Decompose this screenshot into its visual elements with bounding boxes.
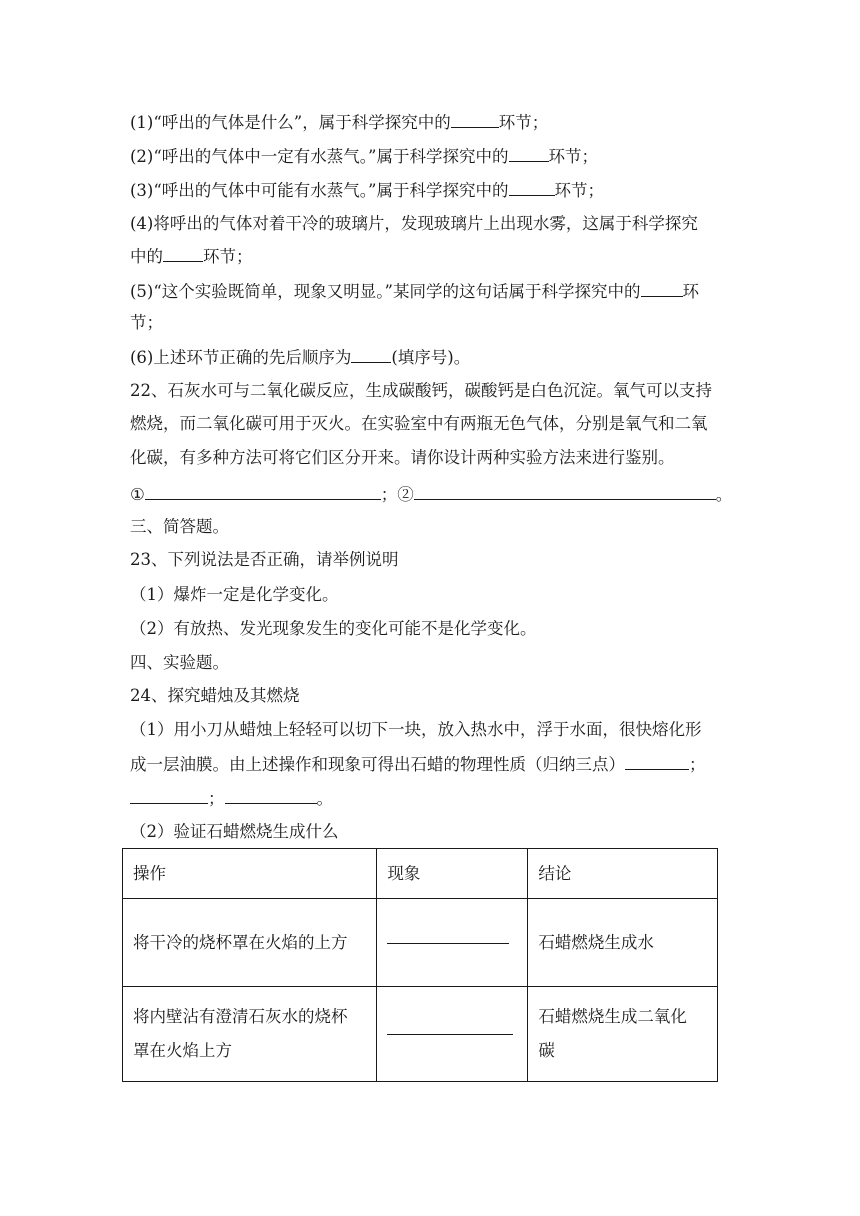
q21-5-end: 环 [682,282,699,301]
answer-blank[interactable] [130,788,208,804]
q21-2-text: (2)“呼出的气体中一定有水蒸气。”属于科学探究中的 [130,147,509,166]
question-21-5-line1 [130,281,730,302]
question-24-1-line1: （1）用小刀从蜡烛上轻轻可以切下一块，放入热水中，浮于水面，很快熔化形 [130,720,702,739]
operation-line-2: 罩在火焰上方 [133,1041,232,1060]
question-24: 24、探究蜡烛及其燃烧 [130,686,300,705]
answer-blank-2[interactable] [414,484,716,500]
q24-1-sep: ； [689,755,706,774]
question-24-2: （2）验证石蜡燃烧生成什么 [130,822,339,841]
answer-blank[interactable] [451,112,499,128]
question-22-line2: 燃烧，而二氧化碳可用于灭火。在实验室中有两瓶无色气体，分别是氧气和二氧 [130,414,708,433]
section-4-heading: 四、实验题。 [130,653,229,672]
conclusion-cell [528,987,718,1082]
question-21-4-line2 [130,246,730,267]
operation-line-1: 将内壁沾有澄清石灰水的烧杯 [133,1007,348,1026]
circle-1-label: ① [130,485,145,504]
table-row [123,987,718,1082]
operation-cell [123,987,377,1082]
q21-6-end: (填序号)。 [391,348,471,367]
answer-blank[interactable] [641,281,683,297]
q21-5-text: (5)“这个实验既简单，现象又明显。”某同学的这句话属于科学探究中的 [130,282,641,301]
answer-blank[interactable] [225,788,317,804]
question-23-1: （1）爆炸一定是化学变化。 [130,585,339,604]
q21-6-text: (6)上述环节正确的先后顺序为 [130,348,352,367]
q21-1-end: 环节； [498,113,549,132]
phenomenon-blank[interactable] [387,942,509,944]
question-22-line1: 22、石灰水可与二氧化碳反应，生成碳酸钙，碳酸钙是白色沉淀。氧气可以支持 [130,381,712,400]
q21-1-text: (1)“呼出的气体是什么”，属于科学探究中的 [130,113,451,132]
conclusion-line-2: 碳 [538,1041,555,1060]
answer-blank[interactable] [625,754,689,770]
question-21-1 [130,112,730,133]
question-21-5-line2: 节； [130,313,163,332]
answer-blank-1[interactable] [145,484,381,500]
q22-end: 。 [715,485,733,504]
table-header-row [123,849,718,899]
section-3-heading: 三、简答题。 [130,517,229,536]
question-24-1-line2 [130,754,730,775]
header-phenomenon: 现象 [377,849,528,899]
header-conclusion: 结论 [528,849,718,899]
table-row [123,899,718,987]
question-22-line3: 化碳，有多种方法可将它们区分开来。请你设计两种实验方法来进行鉴别。 [130,448,675,467]
answer-blank[interactable] [509,146,549,162]
q21-4-end: 环节； [203,247,253,266]
q24-1-end: 。 [316,789,333,808]
question-23-2: （2）有放热、发光现象发生的变化可能不是化学变化。 [130,619,537,638]
answer-blank[interactable] [163,246,203,262]
q24-1-text: 成一层油膜。由上述操作和现象可得出石蜡的物理性质（归纳三点） [130,755,625,774]
question-24-1-line3 [130,788,730,809]
question-23: 23、下列说法是否正确，请举例说明 [130,550,399,569]
q21-3-end: 环节； [554,181,604,200]
experiment-table [122,848,718,1082]
phenomenon-cell [377,987,528,1082]
phenomenon-cell [377,899,528,987]
q21-4-start: 中的 [130,247,163,266]
q21-3-text: (3)“呼出的气体中可能有水蒸气。”属于科学探究中的 [130,181,509,200]
question-21-4-line1: (4)将呼出的气体对着干冷的玻璃片，发现玻璃片上出现水雾，这属于科学探究 [130,214,698,233]
q21-2-end: 环节； [548,147,598,166]
question-21-3 [130,180,730,201]
answer-blank[interactable] [351,347,391,363]
question-22-answers [130,484,733,505]
header-operation: 操作 [123,849,377,899]
phenomenon-blank[interactable] [387,1033,513,1035]
q24-1-sep2: ； [208,789,225,808]
answer-blank[interactable] [509,180,555,196]
conclusion-cell: 石蜡燃烧生成水 [528,899,718,987]
conclusion-line-1: 石蜡燃烧生成二氧化 [538,1007,687,1026]
operation-cell: 将干冷的烧杯罩在火焰的上方 [123,899,377,987]
circle-2-label: ；② [380,485,414,504]
question-21-2 [130,146,730,167]
question-21-6 [130,347,730,368]
